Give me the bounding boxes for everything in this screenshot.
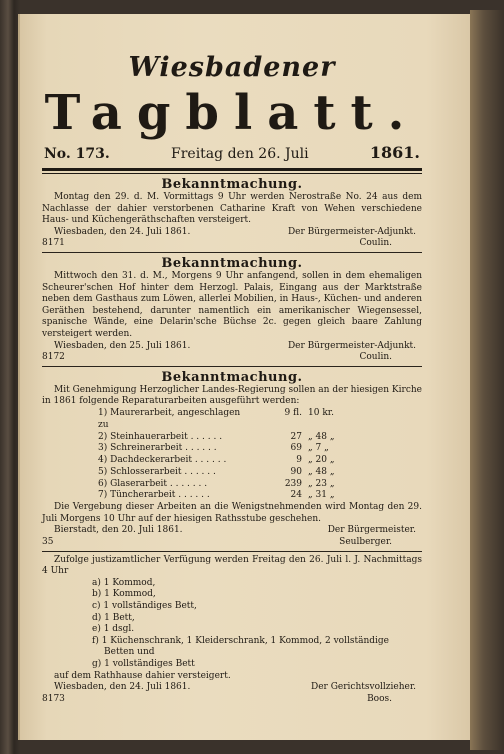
notice-ref: 8173 [42,693,65,704]
notice-separator [42,551,422,552]
notice-ref-line [42,694,422,706]
notice-signer: Seulberger. [339,537,392,548]
notice-signature-line [42,227,422,239]
list-item: f) 1 Küchenschrank, 1 Kleiderschrank, 1 Kommod, 2 vollständige [92,635,389,646]
header-rule-thin [42,173,422,174]
notice-office: Der Bürgermeister. [327,525,416,536]
dateline [42,141,422,162]
notice-text: Mit Genehmigung Herzoglicher Landes-Regierung sollen an der hiesigen Kirche in 1861 folgende Reparaturarbeiten ausgeführt werden: [42,384,422,407]
issue-number: No. 173. [44,146,110,162]
notice-title: Bekanntmachung. [161,177,303,192]
notice-text: Mittwoch den 31. d. M., Morgens 9 Uhr anfangend, sollen in dem ehemaligen Scheurer'schen Hof hinter dem Herzogl. Palais, Eingang aus der Marktstraße neben dem Gasthaus zum Löwen, allerlei Mobilien, in Haus-, Küchen- und anderen Geräthen bestehend, darunter namentlich ein amerikanischer Wiegensessel, spanische Wände, eine Delarin'sche Büchse 2c. gegen gleich baare Zahlung versteigert werden. [42,270,422,339]
notice-text: Montag den 29. d. M. Vormittags 9 Uhr werden Nerostraße No. 24 aus dem Nachlasse der dahier verstorbenen Catharine Kraft von Wehen verschiedene Haus- und Küchengeräthschaften versteigert. [42,192,422,226]
list-item: c) 1 vollständiges Bett, [92,601,197,612]
notice-place-date: Wiesbaden, den 24. Juli 1861. [54,682,191,693]
notice-ref: 35 [42,537,54,548]
notice-title: Bekanntmachung. [161,369,303,385]
list-item: b) 1 Kommod, [92,589,156,600]
list-item: 3) Schreinerarbeit . . . . . . 69 „ 7 „ [98,443,329,454]
notice-place-date: Bierstadt, den 20. Juli 1861. [54,525,183,536]
notice-separator [42,366,422,367]
notice-place-date: Wiesbaden, den 24. Juli 1861. [54,226,191,237]
notice-title: Bekanntmachung. [161,255,303,271]
masthead-title: Tagblatt. [44,85,420,141]
newspaper-content [42,40,422,705]
notice-ref-line [42,537,422,549]
issue-year: 1861. [369,143,420,162]
notice-signer: Boos. [367,693,392,704]
notice-signer: Coulin. [359,352,392,363]
masthead-city: Wiesbadener [128,52,336,83]
auction-item-list [42,578,422,671]
notice-separator [42,252,422,253]
book-spine [470,10,504,750]
notice-signer: Coulin. [359,238,392,249]
notice-text-2: Die Vergebung dieser Arbeiten an die Wenigstnehmenden wird Montag den 29. Juli Morgens 10 Uhr auf der hiesigen Rathsstube geschehen. [42,502,422,524]
notice-office: Der Bürgermeister-Adjunkt. [287,340,416,351]
list-item: 5) Schlosserarbeit . . . . . . 90 „ 48 „ [98,466,335,477]
notice-signature-line [42,682,422,694]
list-item: 6) Glaserarbeit . . . . . . . 239 „ 23 „ [98,478,335,489]
notice-ref-line [42,352,422,364]
notice-text: Zufolge justizamtlicher Verfügung werden Freitag den 26. Juli l. J. Nachmittags 4 Uhr [42,554,422,577]
notice-ref: 8171 [42,238,65,249]
list-item: 2) Steinhauerarbeit . . . . . . 27 „ 48 „ [98,431,335,442]
list-item: 1) Maurerarbeit, angeschlagen zu 9 fl. 10 kr. [98,407,334,430]
notice-text-2: auf dem Rathhause dahier versteigert. [54,670,231,681]
notice-ref-line [42,238,422,250]
notice-court-auction [42,555,422,706]
header-rule-thick [42,168,422,171]
notice-office: Der Bürgermeister-Adjunkt. [287,226,416,237]
list-item: e) 1 dsgl. [92,624,135,635]
notice-signature-line [42,525,422,537]
issue-date: Freitag den 26. Juli [171,146,309,162]
list-item: 4) Dachdeckerarbeit . . . . . . 9 „ 20 „ [98,455,335,466]
list-item: a) 1 Kommod, [92,577,156,588]
repair-list [42,408,422,502]
notice-auction-nerostrasse [42,177,422,250]
list-item: d) 1 Bett, [92,612,135,623]
notice-office: Der Gerichtsvollzieher. [311,682,416,693]
notice-place-date: Wiesbaden, den 25. Juli 1861. [54,340,191,351]
notice-auction-scheurer-hof [42,256,422,364]
notice-church-repairs [42,370,422,549]
list-item: Betten und [104,647,155,658]
notice-ref: 8172 [42,352,65,363]
notice-signature-line [42,341,422,353]
list-item: 7) Tüncherarbeit . . . . . . 24 „ 31 „ [98,490,335,501]
list-item: g) 1 vollständiges Bett [92,659,195,669]
